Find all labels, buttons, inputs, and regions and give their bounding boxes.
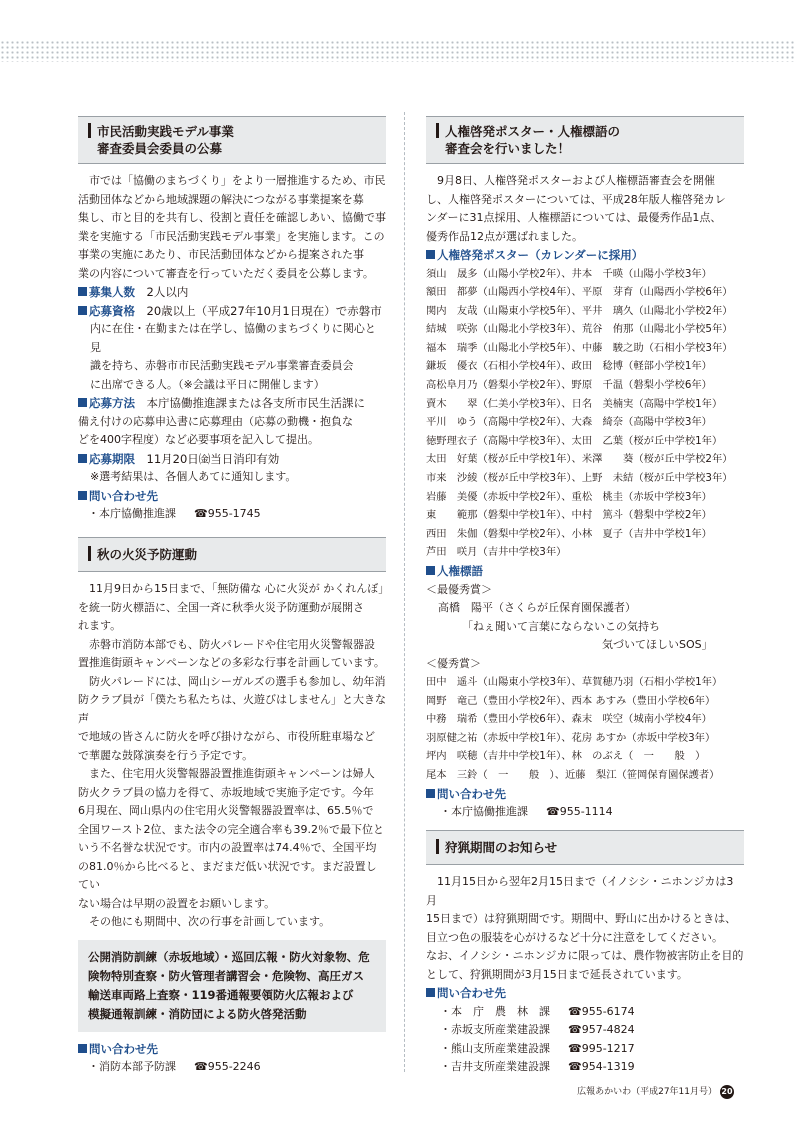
heading-deadline: 応募期限: [89, 451, 135, 466]
phone-number: ☎955-1114: [546, 805, 613, 819]
body-line: なお、イノシシ・ニホンジカに限っては、農作物被害防止を目的: [426, 949, 744, 962]
contact-name: ・本庁協働推進課: [88, 507, 176, 520]
body-line: 置推進街頭キャンペーンなどの多彩な行事を計画しています。: [78, 656, 385, 669]
list-item: 西田 朱伽（磐梨中学校2年）、小林 夏子（吉井中学校1年）: [426, 527, 712, 540]
title-text: 狩猟期間のお知らせ: [445, 840, 558, 855]
body-line: 業を実施する「市民活動実践モデル事業」を実施します。この: [78, 229, 385, 243]
list-item: 市来 沙綾（桜が丘中学校3年）、上野 未結（桜が丘中学校3年）: [426, 472, 733, 485]
body-line: として、狩猟期間が3月15日まで延長されています。: [426, 967, 688, 981]
page-footer: [577, 1084, 734, 1099]
body-line: れます。: [78, 619, 122, 632]
heading-contact: 問い合わせ先: [89, 1041, 158, 1056]
list-item: 岡野 竜己（豊田小学校2年）、西本 あすみ（豊田小学校6年）: [426, 694, 716, 707]
list-item: 岩藤 美優（赤坂中学校2年）、重松 桃圭（赤坂中学校3年）: [426, 490, 712, 503]
best-slogan-line-1: 「ねぇ聞いて言葉にならないこの気持ち: [462, 619, 660, 633]
phone-number: ☎955-6174: [568, 1004, 635, 1018]
body-line: その他にも期間中、次の行事を計画しています。: [89, 915, 331, 928]
qualification-block: [78, 302, 386, 395]
best-award-name: 高橋 陽平（さくらが丘保育園保護者）: [438, 601, 636, 614]
body-line: 優秀作品12点が選ばれました。: [426, 229, 583, 243]
section-human-rights: [426, 116, 744, 822]
contact-name: ・本 庁 農 林 課: [440, 1004, 550, 1018]
phone-number: ☎995-1217: [568, 1041, 635, 1055]
contact-row: [426, 1003, 744, 1022]
title-line-2: 審査委員会委員の公募: [97, 141, 223, 156]
body-line: 集し、市と目的を共有し、役割と責任を確認しあい、協働で事: [78, 211, 386, 224]
heading-contact: 問い合わせ先: [89, 488, 158, 503]
list-item: 関内 友哉（山陽東小学校5年）、平井 璃久（山陽北小学校2年）: [426, 304, 733, 317]
body-line: 赤磐市消防本部でも、防火パレードや住宅用火災警報器設: [89, 637, 375, 651]
body-line: 15日まで）は狩猟期間です。期間中、野山に出かけるときは、: [426, 912, 737, 925]
page-number: 20: [720, 1085, 734, 1099]
section-body: [426, 873, 744, 984]
list-item: 田中 遥斗（山陽東小学校3年）、草賀穂乃羽（石相小学校1年）: [426, 676, 723, 688]
section-title: [78, 537, 386, 572]
list-item: 福本 瑞季（山陽北小学校5年）、中藤 駿之助（石相小学校3年）: [426, 341, 733, 354]
body-line: 防火クラブ員の協力を得て、赤坂地域で実施予定です。今年: [78, 785, 374, 799]
heading-contact: 問い合わせ先: [437, 786, 506, 801]
list-item: 須山 晟多（山陽小学校2年）、井本 千暎（山陽小学校3年）: [426, 267, 712, 280]
title-line-2: 審査会を行いました！: [445, 141, 571, 156]
section-title: [426, 830, 744, 865]
contact-name: ・本庁協働推進課: [440, 805, 528, 819]
section-body: [78, 580, 390, 932]
list-item: 芦田 咲月（吉井中学校3年）: [426, 546, 567, 559]
header-dot-band: [0, 40, 794, 62]
list-item: 賣木 翠（仁美小学校3年）、日名 美楠実（高陽中学校1年）: [426, 397, 723, 410]
footer-publication: 広報あかいわ（平成27年11月号）: [577, 1087, 717, 1097]
contact-row: [426, 1058, 744, 1077]
heading-slogan: 人権標語: [437, 564, 483, 578]
contact-row: [426, 1021, 744, 1040]
body-line: の81.0％から比べると、まだまだ低い状況です。まだ設置してい: [78, 859, 377, 891]
events-box: [78, 940, 386, 1032]
qualification-line: に出席できる人。（※会議は平日に開催します）: [90, 377, 325, 391]
list-item: 高松阜月乃（磐梨小学校2年）、野原 千温（磐梨小学校6年）: [426, 379, 712, 392]
heading-count: 募集人数: [89, 285, 135, 299]
events-line: 輸送車両路上査察・119番通報要領防火広報および: [88, 987, 354, 1002]
body-line: 防火パレードには、岡山シーガルズの選手も参加し、幼年消: [89, 674, 386, 688]
best-slogan-line-2: 気づいてほしいSOS」: [602, 638, 713, 651]
qualification-line: 内に在住・在勤または在学し、協働のまちづくりに関心と見: [90, 322, 376, 354]
poster-winners-list: [426, 265, 744, 563]
body-line: ンダーに31点採用、人権標語については、最優秀作品1点、: [426, 211, 722, 224]
body-line: 6月現在、岡山県内の住宅用火災警報器設置率は、65.5％で: [78, 804, 374, 817]
heading-contact: 問い合わせ先: [437, 986, 506, 1000]
heading-qualification: [78, 302, 386, 321]
body-line: を統一防火標語に、全国一斉に秋季火災予防運動が展開さ: [78, 600, 364, 614]
body-line: 防クラブ員が「僕たち私たちは、火遊びはしません」と大きな声: [78, 693, 386, 725]
section-title: [78, 116, 386, 164]
body-line: ない場合は早期の設置をお願いします。: [78, 896, 276, 910]
selection-note: ※選考結果は、各個人あてに通知します。: [90, 470, 297, 483]
list-item: 東 範那（磐梨中学校1年）、中村 篤斗（磐梨中学校2年）: [426, 509, 712, 522]
section-hunting-season: [426, 830, 744, 1077]
best-award-label: ＜最優秀賞＞: [426, 582, 492, 596]
section-title: [426, 116, 744, 164]
phone-number: ☎955-1745: [194, 507, 261, 520]
method-line: 備え付けの応募申込書に応募理由（応募の動機・抱負な: [78, 414, 353, 428]
section-fire-prevention: [78, 537, 390, 1077]
events-line: 模擬通報訓練・消防団による防火啓発活動: [88, 1006, 307, 1021]
list-item: 額田 都夢（山陽西小学校4年）、平原 芽育（山陽西小学校6年）: [426, 286, 733, 299]
body-line: で地域の皆さんに防火を呼び掛けながら、市役所駐車場など: [78, 730, 375, 743]
body-line: で華麗な鼓隊演奏を行う予定です。: [78, 748, 254, 762]
events-line: 公開消防訓練（赤坂地域）・巡回広報・防火対象物、危: [88, 949, 370, 964]
body-line: 9月8日、人権啓発ポスターおよび人権標語審査会を開催: [437, 174, 715, 187]
list-item: 徳野理衣子（高陽中学校3年）、太田 乙葉（桜が丘中学校1年）: [426, 434, 723, 447]
events-line: 険物特別査察・防火管理者講習会・危険物、高圧ガス: [88, 968, 364, 983]
list-item: 坪内 咲穂（吉井中学校1年）、林 のぶえ（ 一 般 ）: [426, 750, 706, 763]
body-line: 目立つ色の服装を心がけるなど十分に注意をしてください。: [426, 930, 723, 944]
list-item: 結城 咲弥（山陽北小学校3年）、荒谷 侑那（山陽北小学校5年）: [426, 323, 733, 336]
column-divider: [404, 112, 405, 1072]
phone-number: ☎955-2246: [194, 1060, 261, 1073]
count-value: 2人以内: [146, 285, 189, 299]
method-line: どを400字程度）など必要事項を記入して提出。: [78, 433, 319, 446]
phone-number: ☎954-1319: [568, 1060, 635, 1073]
body-line: 11月9日から15日まで、「無防備な 心に火災が かくれんぼ」: [89, 582, 390, 595]
good-award-list: [426, 673, 744, 785]
body-line: し、人権啓発ポスターについては、平成28年版人権啓発カレ: [426, 192, 726, 206]
list-item: 羽原健之祐（赤坂中学校1年）、花房 あすか（赤坂中学校3年）: [426, 731, 716, 744]
body-line: 全国ワースト2位、また法令の完全適合率も39.2％で最下位と: [78, 822, 384, 836]
contact-name: ・消防本部予防課: [88, 1060, 176, 1073]
method-line: 本庁協働推進課または各支所市民生活課に: [146, 396, 365, 410]
list-item: 尾本 三鈴（ 一 般 ）、近藤 梨江（笹岡保育園保護者）: [426, 768, 720, 781]
title-line-1: 人権啓発ポスター・人権標語の: [445, 124, 621, 139]
list-item: 鎌坂 優衣（石相小学校4年）、政田 稔博（軽部小学校1年）: [426, 360, 712, 373]
heading-poster: 人権啓発ポスター（カレンダーに採用）: [437, 248, 644, 262]
section-body: [78, 172, 386, 283]
body-line: 市では「協働のまちづくり」をより一層推進するため、市民: [89, 174, 386, 187]
heading-method: [78, 394, 386, 413]
title-text: 秋の火災予防運動: [97, 547, 198, 562]
body-line: いう不名誉な状況です。市内の設置率は74.4％で、全国平均: [78, 841, 377, 854]
list-item: 中務 瑞希（豊田小学校6年）、森末 咲空（城南小学校4年）: [426, 713, 712, 726]
heading-method-label: 応募方法: [89, 396, 135, 410]
body-line: 11月15日から翌年2月15日まで（イノシシ・ニホンジカは3月: [426, 875, 734, 907]
phone-number: ☎957-4824: [568, 1023, 635, 1036]
list-item: 太田 好葉（桜が丘中学校1年）、米澤 葵（桜が丘中学校2年）: [426, 453, 733, 466]
body-line: 事業の実施にあたり、市民活動団体などから提案された事: [78, 248, 364, 261]
contact-list: [426, 1003, 744, 1077]
section-civic-model: [78, 116, 386, 524]
qualification-line: 識を持ち、赤磐市市民活動実践モデル事業審査委員会: [90, 359, 354, 372]
contact-row: [426, 1040, 744, 1059]
contact-name: ・吉井支所産業建設課: [440, 1060, 550, 1073]
body-line: また、住宅用火災警報器設置推進街頭キャンペーンは婦人: [89, 767, 375, 780]
body-line: 業の内容について審査を行っていただく委員を公募します。: [78, 266, 374, 280]
contact-name: ・熊山支所産業建設課: [440, 1041, 550, 1055]
heading-qualification-label: 応募資格: [89, 303, 135, 318]
qualification-line: 20歳以上（平成27年10月1日現在）で赤磐市: [146, 303, 382, 318]
section-body: [426, 172, 744, 246]
good-award-label: ＜優秀賞＞: [426, 656, 481, 670]
body-line: 活動団体などから地域課題の解決につながる事業提案を募: [78, 192, 364, 206]
title-line-1: 市民活動実践モデル事業: [97, 124, 234, 139]
list-item: 平川 ゆう（高陽中学校2年）、大森 綺奈（高陽中学校3年）: [426, 416, 712, 429]
method-block: [78, 394, 386, 450]
contact-name: ・赤坂支所産業建設課: [440, 1023, 550, 1036]
deadline-value: 11月20日㈮当日消印有効: [146, 451, 280, 466]
